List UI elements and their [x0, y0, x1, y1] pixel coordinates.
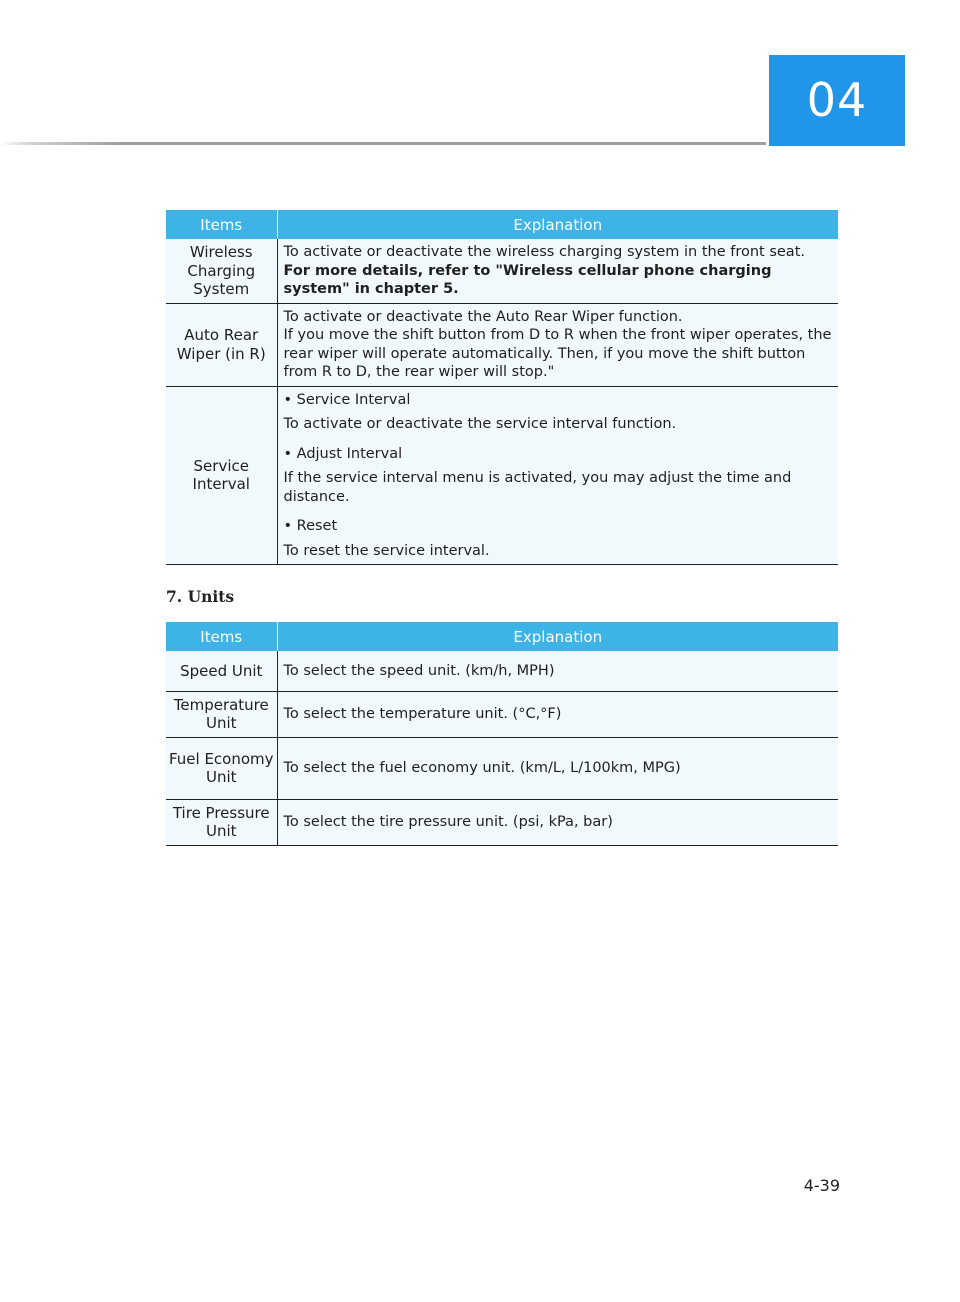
- page-number: 4-39: [803, 1176, 840, 1195]
- column-header-items: Items: [166, 210, 277, 239]
- row-explanation: To select the speed unit. (km/h, MPH): [277, 651, 838, 691]
- explanation-line: To reset the service interval.: [283, 542, 490, 559]
- table-row: [166, 239, 838, 303]
- table-row: [166, 303, 838, 386]
- settings-table: [166, 210, 838, 565]
- table-row: [166, 799, 838, 845]
- units-table: [166, 622, 838, 846]
- row-item-wireless-charging: Wireless Charging System: [166, 239, 277, 303]
- row-explanation: To select the temperature unit. (°C,°F): [277, 691, 838, 737]
- table-header-row: [166, 210, 838, 239]
- row-item-auto-rear-wiper: Auto Rear Wiper (in R): [166, 303, 277, 386]
- column-header-explanation: Explanation: [277, 622, 838, 651]
- row-item-tire-pressure-unit: Tire Pressure Unit: [166, 799, 277, 845]
- row-item-temperature-unit: Temperature Unit: [166, 691, 277, 737]
- section-title: 7. Units: [166, 587, 235, 606]
- chapter-tab: 04: [769, 55, 905, 146]
- bullet-line: • Service Interval: [283, 391, 411, 408]
- table-row: [166, 737, 838, 799]
- row-explanation: [277, 303, 838, 386]
- explanation-reference: For more details, refer to "Wireless cellular phone charging system" in chapter 5.: [283, 262, 772, 297]
- row-explanation: [277, 386, 838, 565]
- explanation-line: To activate or deactivate the wireless charging system in the front seat.: [283, 244, 805, 260]
- row-explanation: [277, 239, 838, 303]
- explanation-line: To activate or deactivate the service interval function.: [283, 416, 677, 432]
- explanation-line: If the service interval menu is activated, you may adjust the time and distance.: [283, 470, 792, 505]
- column-header-explanation: Explanation: [277, 210, 838, 239]
- explanation-line: If you move the shift button from D to R when the front wiper operates, the rear wiper will operate automatically. Then, if you move the shift button from R to D, the rear wiper will stop.": [283, 327, 832, 380]
- explanation-line: To activate or deactivate the Auto Rear Wiper function.: [283, 308, 683, 325]
- row-explanation: To select the tire pressure unit. (psi, kPa, bar): [277, 799, 838, 845]
- row-item-fuel-economy-unit: Fuel Economy Unit: [166, 737, 277, 799]
- row-item-speed-unit: Speed Unit: [166, 651, 277, 691]
- header-rule: [0, 142, 766, 145]
- bullet-line: • Reset: [283, 518, 338, 534]
- table-row: [166, 386, 838, 565]
- bullet-line: • Adjust Interval: [283, 445, 403, 462]
- column-header-items: Items: [166, 622, 277, 651]
- table-row: [166, 651, 838, 691]
- row-explanation: To select the fuel economy unit. (km/L, L/100km, MPG): [277, 737, 838, 799]
- table-header-row: [166, 622, 838, 651]
- row-item-service-interval: Service Interval: [166, 386, 277, 565]
- table-row: [166, 691, 838, 737]
